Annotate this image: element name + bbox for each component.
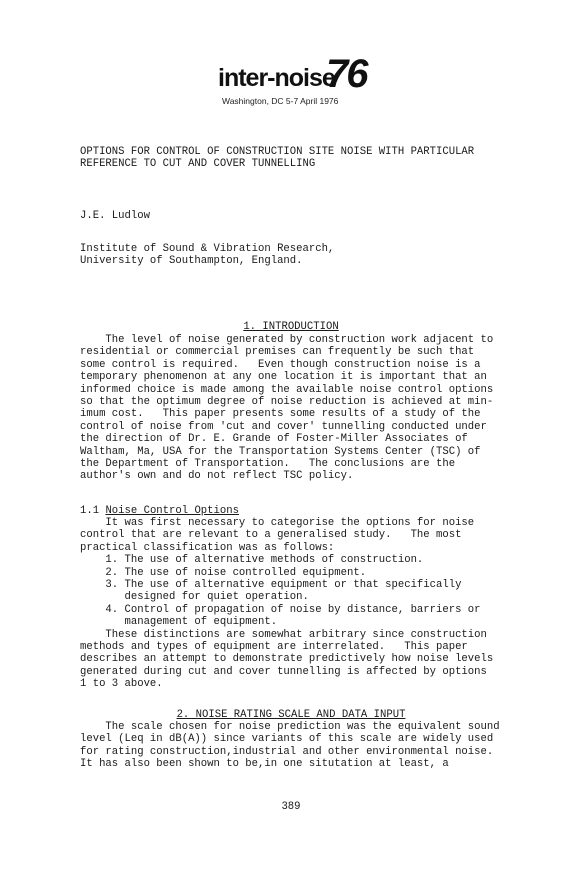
intro-heading-text: 1. INTRODUCTION (243, 321, 339, 333)
intro-heading (0, 321, 582, 333)
intro-paragraph: The level of noise generated by construction work adjacent to residential or commercial premises can frequently be such that some control is required. Even though construction noise is a temporary phenomenon at any one location it is important that an informed choice is made among the available noise control options so that the optimum degree of noise reduction is achieved at min- imum cost. This paper presents some results of a study of the control of noise from 'cut and cover' tunnelling conducted under the direction of Dr. E. Grande of Foster-Miller Associates of Waltham, Ma, USA for the Transportation Systems Center (TSC) of the Department of Transportation. The conclusions are the author's own and do not reflect TSC policy. (80, 334, 494, 483)
noise-rating-paragraph: The scale chosen for noise prediction was the equivalent sound level (Leq in dB(A)) since variants of this scale are widely used for rating construction,industrial and other environmental noise. It has also been shown to be,in one situtation at least, a (80, 721, 500, 771)
logo-wordmark: inter-noise (218, 64, 335, 92)
page-number: 389 (281, 801, 301, 813)
subsection-number: 1.1 (80, 505, 106, 517)
noise-rating-heading-text: 2. NOISE RATING SCALE AND DATA INPUT (176, 709, 406, 721)
paper-title: OPTIONS FOR CONTROL OF CONSTRUCTION SITE NOISE WITH PARTICULAR REFERENCE TO CUT AND COVER TUNNELLING (80, 146, 475, 171)
subsection-heading (80, 505, 239, 517)
noise-rating-heading (0, 709, 582, 721)
author-name: J.E. Ludlow (80, 210, 150, 222)
options-paragraph: It was first necessary to categorise the options for noise control that are relevant to a generalised study. The most practical classification was as follows: 1. The use of alternative methods of construction. 2. The use of noise controlled equipment. 3. The use of alternative equipment or that specifically designed for quiet operation. 4. Control of propagation of noise by distance, barriers or management of equipment. These distinctions are somewhat arbitrary since construction methods and types of equipment are interrelated. This paper describes an attempt to demonstrate predictively how noise levels generated during cut and cover tunnelling is affected by options 1 to 3 above. (80, 517, 494, 691)
logo-year: 76 (326, 52, 367, 96)
conference-logo (218, 52, 378, 112)
subsection-title: Noise Control Options (105, 505, 239, 517)
logo-subtitle: Washington, DC 5-7 April 1976 (222, 96, 339, 106)
author-affiliation: Institute of Sound & Vibration Research, University of Southampton, England. (80, 243, 335, 268)
